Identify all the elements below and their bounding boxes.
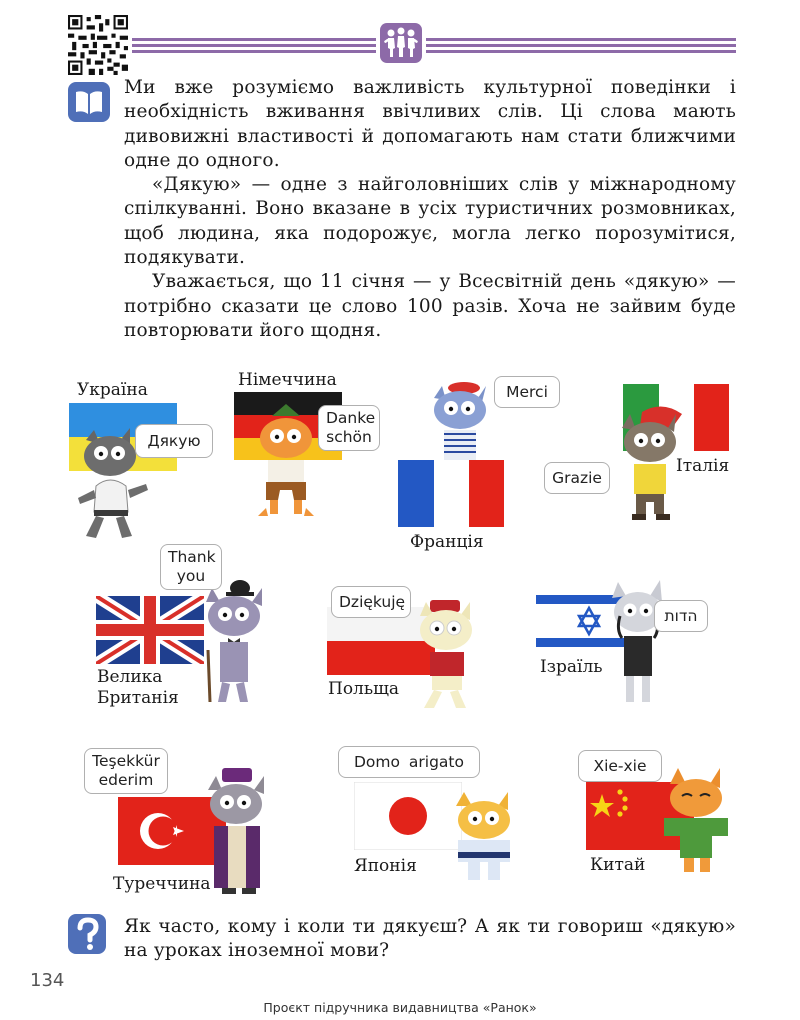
uk-flag — [96, 596, 204, 664]
qr-code-icon — [68, 15, 128, 75]
question-text — [124, 915, 736, 964]
cat-uk-illustration — [196, 580, 276, 705]
country-germany-label: Німеччина — [238, 370, 337, 390]
country-japan-label: Японія — [354, 856, 417, 876]
speech-bubble-turkey-line2: ederim — [98, 771, 154, 789]
header-rule — [132, 44, 376, 47]
header-rule — [426, 50, 736, 53]
speech-bubble-uk — [160, 544, 222, 590]
header-rule — [132, 50, 376, 53]
country-france-label: Франція — [410, 532, 484, 552]
intro-paragraph-2: «Дякую» — одне з найголовніших слів у міжнародному спілкуванні. Воно вказане в усіх туристичних розмовниках, щоб людина, яка подорожує, могла легко порозумітися, подякувати. — [124, 174, 736, 269]
speech-bubble-japan: Domo arigato — [338, 746, 480, 778]
speech-bubble-uk-line1: Thank — [168, 548, 216, 566]
country-israel-label: Ізраїль — [540, 657, 603, 677]
speech-bubble-ukraine: Дякую — [135, 424, 213, 458]
book-icon — [68, 82, 110, 122]
intro-paragraph-1: Ми вже розуміємо важливість культурної поведінки і необхідність вживання ввічливих слів. Ці слова мають дивовижні властивості й допомагають нам стати ближчими одне до одного. — [124, 77, 736, 171]
cat-china-illustration — [660, 766, 736, 876]
country-china-label: Китай — [590, 855, 646, 875]
country-ukraine-label: Україна — [77, 380, 148, 400]
intro-paragraph-3: Уважається, що 11 січня — у Всесвітній день «дякую» — потрібно сказати це слово 100 разів. Хоча не зайвим буде повторювати його щодня. — [124, 271, 736, 341]
country-uk-label-line2: Британія — [97, 688, 179, 708]
speech-bubble-turkey-line1: Teşekkür — [92, 752, 160, 770]
speech-bubble-france: Merci — [494, 376, 560, 408]
speech-bubble-germany-line1: Danke — [326, 409, 376, 427]
speech-bubble-uk-line2: you — [176, 567, 206, 585]
header-rule — [132, 38, 376, 41]
country-uk-label — [97, 667, 179, 709]
cat-japan-illustration — [446, 790, 526, 882]
question-paragraph: Як часто, кому і коли ти дякуєш? А як ти говориш «дякую» на уроках іноземної мови? — [124, 916, 736, 962]
header-rule — [426, 38, 736, 41]
speech-bubble-italy: Grazie — [544, 462, 610, 494]
page-number: 134 — [30, 970, 65, 991]
cat-germany-illustration — [246, 404, 326, 522]
cat-poland-illustration — [408, 596, 488, 714]
speech-bubble-israel: הדות — [654, 600, 708, 632]
header-rule — [426, 44, 736, 47]
question-icon — [68, 914, 106, 954]
speech-bubble-china: Xie-xie — [578, 750, 662, 782]
footer-text: Проєкт підручника видавництва «Ранок» — [263, 1000, 537, 1015]
speech-bubble-germany — [318, 405, 380, 451]
intro-text — [124, 76, 736, 343]
speech-bubble-germany-line2: schön — [326, 428, 372, 446]
cat-france-illustration — [420, 380, 500, 462]
country-turkey-label: Туреччина — [113, 874, 211, 894]
country-italy-label: Італія — [676, 456, 730, 476]
family-icon — [380, 23, 422, 63]
country-uk-label-line1: Велика — [97, 667, 163, 687]
country-poland-label: Польща — [328, 679, 400, 699]
speech-bubble-turkey — [84, 748, 168, 794]
speech-bubble-poland: Dziękuję — [331, 586, 411, 618]
france-flag — [398, 460, 504, 527]
